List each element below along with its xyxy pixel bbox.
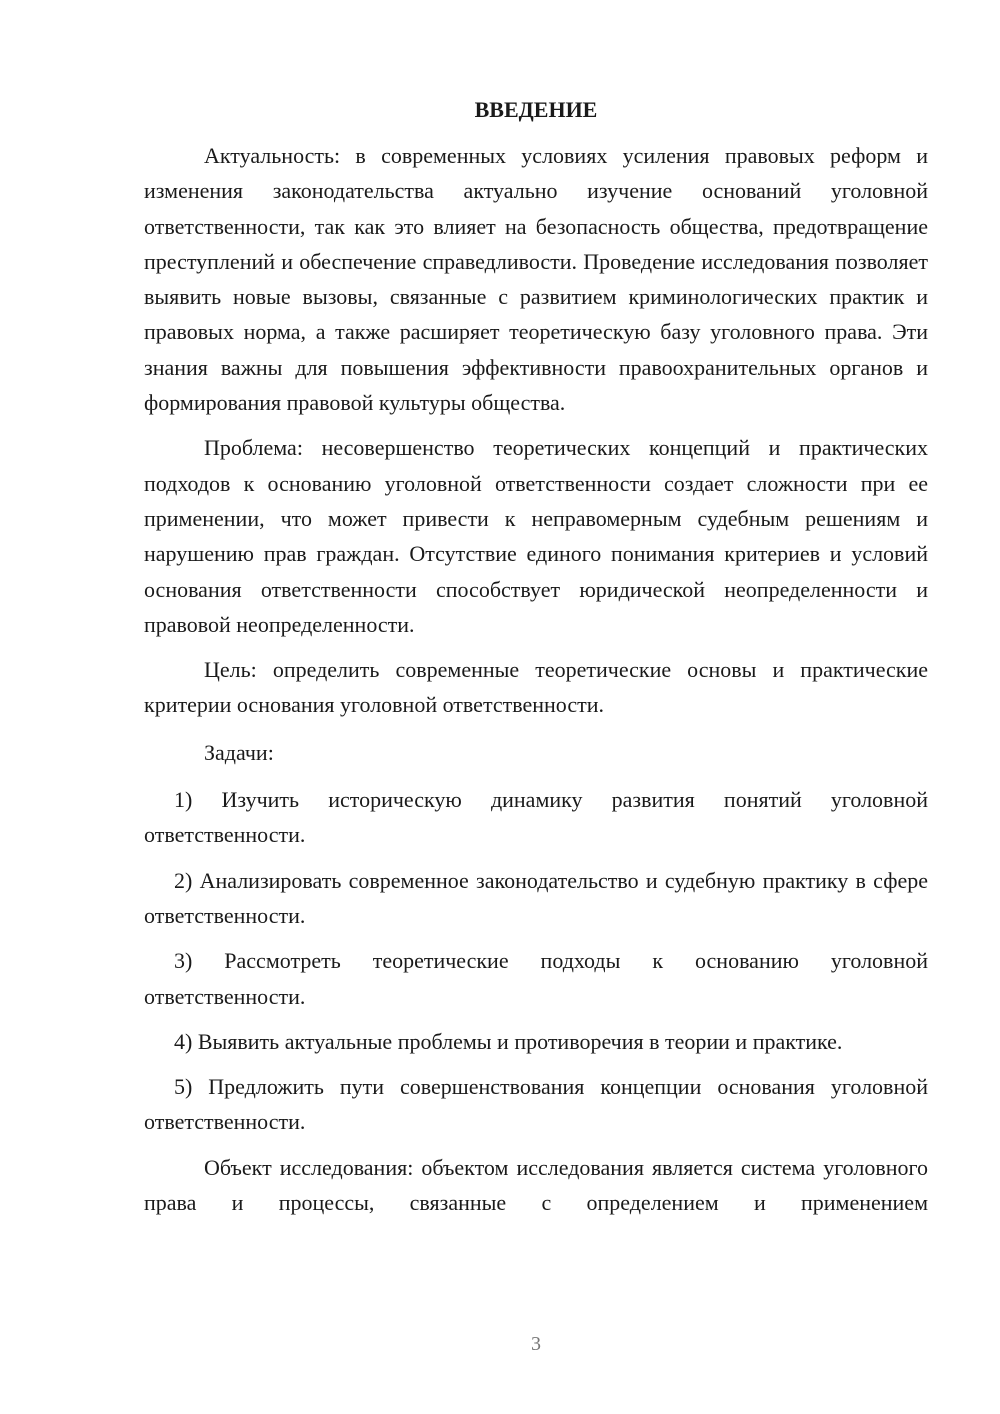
task-item: 1) Изучить историческую динамику развития понятий уголовной ответственности. [144,787,928,848]
task-item: 4) Выявить актуальные проблемы и противоречия в теории и практике. [174,1028,843,1054]
relevance-paragraph: Актуальность: в современных условиях усиления правовых реформ и изменения законодательства актуально изучение оснований уголовной ответственности, так как это влияет на безопасность общества, предотвращение преступлений и обеспечение справедливости. Проведение исследования позволяет выявить новые вызовы, связанные с развитием криминологических практик и правовых норма, а также расширяет теоретическую базу уголовного права. Эти знания важны для повышения эффективности правоохранительных органов и формирования правовой культуры общества. [144,143,928,416]
page-number: 3 [531,1333,541,1355]
task-item: 2) Анализировать современное законодательство и судебную практику в сфере ответственности. [144,867,928,928]
task-item: 5) Предложить пути совершенствования концепции основания уголовной ответственности. [144,1074,928,1135]
tasks-heading: Задачи: [204,739,274,765]
page-title: ВВЕДЕНИЕ [474,97,598,122]
task-item: 3) Рассмотреть теоретические подходы к основанию уголовной ответственности. [144,948,928,1009]
goal-paragraph: Цель: определить современные теоретические основы и практические критерии основания уголовной ответственности. [144,657,928,718]
page-content [144,92,928,1230]
object-paragraph: Объект исследования: объектом исследования является система уголовного права и процессы, связанные с определением и применением [144,1154,928,1216]
problem-paragraph: Проблема: несовершенство теоретических концепций и практических подходов к основанию уголовной ответственности создает сложности при ее применении, что может привести к неправомерным судебным решениям и нарушению прав граждан. Отсутствие единого понимания критериев и условий основания ответственности способствует юридической неопределенности и правовой неопределенности. [144,435,928,637]
